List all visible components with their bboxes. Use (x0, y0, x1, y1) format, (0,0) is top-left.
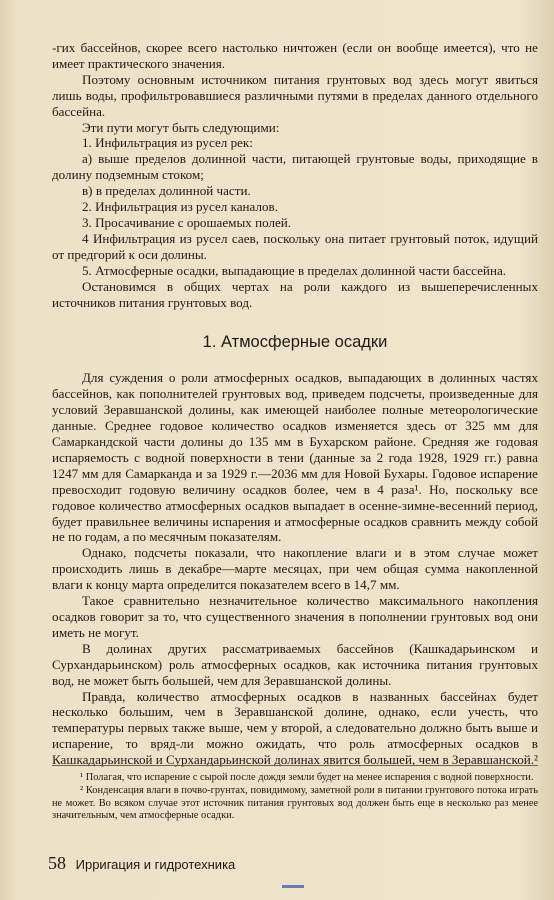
paragraph: Остановимся в общих чертах на роли каждого из вышеперечисленных источников питания грунтовых вод. (52, 278, 538, 310)
page-number: 58 (48, 853, 66, 873)
running-title: Ирригация и гидротехника (75, 857, 236, 872)
paragraph: Поэтому основным источником питания грунтовых вод здесь могут явиться лишь воды, профильтровавшиеся различными путями в пределах данного отдельного бассейна. (52, 71, 538, 119)
list-item: 4 Инфильтрация из русел саев, поскольку она питает грунтовый поток, идущий от предгорий к оси долины. (52, 230, 538, 262)
page-footer (48, 853, 235, 874)
paragraph: Такое сравнительно незначительное количество максимального накопления осадков говорит за то, что существенного значения в пополнении грунтовых вод они иметь не могут. (52, 593, 538, 640)
paragraph: -гих бассейнов, скорее всего настолько ничтожен (если он вообще имеется), что не имеет практического значения. (52, 40, 538, 71)
section-title: 1. Атмосферные осадки (202, 333, 388, 352)
paragraph: В долинах других рассматриваемых бассейнов (Кашкадарьинском и Сурхандарьинском) роль атмосферных осадков, как источника питания грунтовых вод, не может быть большей, чем для Зеравшанской долины. (52, 640, 538, 688)
paragraph: Для суждения о роли атмосферных осадков, выпадающих в долинных частях бассейнов, как пополнителей грунтовых вод, приведем подсчеты, произведенные для условий Зеравшанской долины, как имеющей наиболее полные метеорологические данные. Среднее годовое количество осадков изменяется здесь от 325 мм для Самаркандской части долины до 135 мм в Бухарском районе. Средняя же годовая испаряемость с водной поверхности в тени (данные за 2 года 1928, 1929 гг.) равна 1247 мм для Самарканда и за 1929 г.—2036 мм для Новой Бухары. Годовое испарение превосходит годовую величину осадков более, чем в 4 раза¹. Но, поскольку все годовое количество атмосферных осадков выпадает в осенне-зимне-весенний период, будет правильнее величины испарения и атмосферные осадков сравнить между собой не по годам, а по месячным показателям. (52, 370, 538, 545)
stamp-mark (282, 885, 304, 888)
paragraph: Эти пути могут быть следующими: (82, 119, 280, 135)
footnote: ¹ Полагая, что испарение с сырой после дождя земли будет на менее испарения с водной поверхности. (80, 772, 534, 783)
paragraph: Правда, количество атмосферных осадков в названных бассейнах будет несколько большим, чем в Зеравшанской долине, однако, если учесть, что температуры первых также выше, чем у второй, а следовательно должно быть выше и испарение, то вряд-ли можно ожидать, что роль атмосферных осадков в Кашкадарьинской и Сурхандарьинской долинах явится большей, чем в Зеравшанской.² (52, 688, 538, 768)
list-item: 2. Инфильтрация из русел каналов. (82, 199, 279, 215)
list-item: а) выше пределов долинной части, питающей грунтовые воды, приходящие в долину подземным стоком; (52, 151, 538, 183)
list-item: 5. Атмосферные осадки, выпадающие в пределах долинной части бассейна. (82, 262, 507, 278)
paragraph: Однако, подсчеты показали, что накопление влаги и в этом случае может происходить лишь в декабре—марте месяцах, при чем общая сумма накопленной влаги к концу марта определится показателем всего в 14,7 мм. (52, 545, 538, 593)
body-text (52, 40, 538, 768)
list-item: 1. Инфильтрация из русел рек: (82, 135, 253, 151)
footnotes (52, 765, 538, 823)
list-item: 3. Просачивание с орошаемых полей. (82, 214, 292, 230)
footnote: ² Конденсация влаги в почво-грунтах, повидимому, заметной роли в питании грунтового потока играть не может. Во всяком случае этот источник питания грунтовых вод должен быть еще в несколько раз менее значительным, чем атмосферные осадки. (52, 784, 538, 822)
list-item: в) в пределах долинной части. (82, 183, 251, 199)
